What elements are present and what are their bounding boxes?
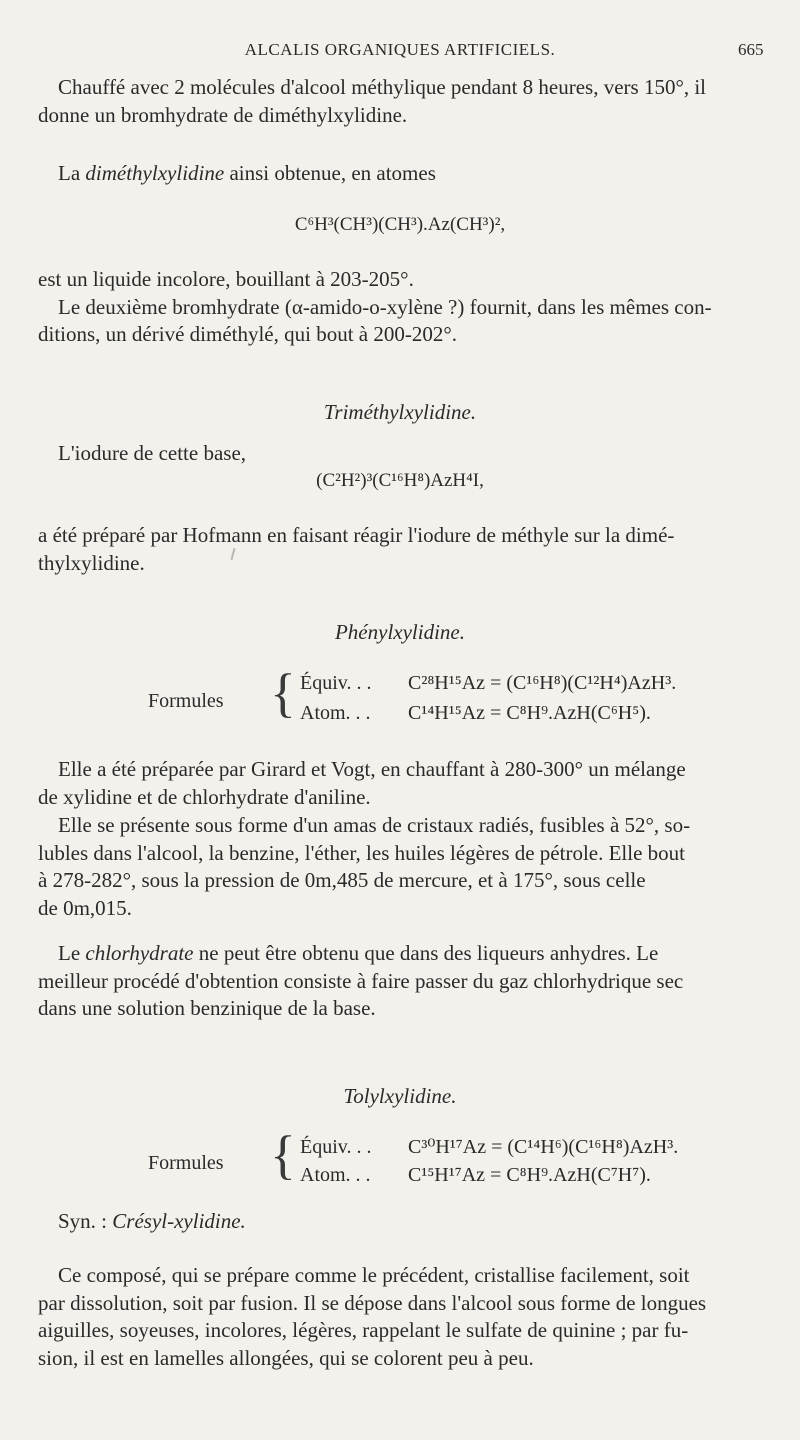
formula-text: C¹⁴H¹⁵Az = C⁸H⁹.AzH(C⁶H⁵). [408, 702, 651, 724]
paragraph-line: Elle a été préparée par Girard et Vogt, en chauffant à 280-300° un mélange [58, 757, 686, 781]
paragraph-9 [38, 1262, 773, 1372]
paragraph-line: de xylidine et de chlorhydrate d'aniline. [38, 784, 371, 809]
paragraph-line: dans une solution benzinique de la base. [38, 996, 376, 1020]
paragraph-5 [38, 522, 773, 577]
paragraph-2 [38, 160, 773, 188]
formula-notation: Atom. . . [300, 1164, 371, 1186]
formula-row-equiv [300, 672, 676, 695]
running-header: ALCALIS ORGANIQUES ARTIFICIELS. [244, 40, 556, 59]
italic-term: diméthylxylidine [85, 161, 225, 185]
synonym-prefix: Syn. : [58, 1209, 113, 1233]
formula-row-equiv [300, 1134, 678, 1159]
paragraph-line: de 0m,015. [38, 895, 132, 920]
paragraph-line: Chauffé avec 2 molécules d'alcool méthylique pendant 8 heures, vers 150°, il [58, 75, 707, 99]
italic-term: Crésyl-xylidine. [112, 1209, 246, 1233]
paragraph-line: à 278-282°, sous la pression de 0m,485 de mercure, et à 175°, sous celle [38, 868, 646, 892]
paragraph-text: Le [58, 941, 86, 965]
formula-dimethylxylidine: C⁶H³(CH³)(CH³).Az(CH³)², [294, 214, 506, 235]
formula-notation: Équiv. . . [300, 672, 372, 694]
paragraph-line: a été préparé par Hofmann en faisant réagir l'iodure de méthyle sur la dimé- [38, 523, 675, 547]
section-heading-trimethylxylidine: Triméthylxylidine. [323, 400, 477, 424]
formulae-label: Formules [148, 690, 224, 712]
formula-text: C³⁰H¹⁷Az = (C¹⁴H⁶)(C¹⁶H⁸)AzH³. [408, 1136, 679, 1158]
paragraph-8 [38, 940, 773, 1023]
paragraph-line: par dissolution, soit par fusion. Il se dépose dans l'alcool sous forme de longues [38, 1290, 707, 1315]
paragraph-7 [38, 812, 773, 922]
formulae-phenylxylidine [38, 663, 778, 736]
paragraph-text: La [58, 161, 86, 185]
section-heading-tolylxylidine: Tolylxylidine. [343, 1084, 457, 1108]
paragraph-line: est un liquide incolore, bouillant à 203-205°. [38, 267, 414, 291]
paragraph-line: donne un bromhydrate de diméthylxylidine. [38, 102, 408, 127]
paragraph-line: Ce composé, qui se prépare comme le précédent, cristallise facilement, soit [58, 1263, 690, 1287]
formula-row-atom [300, 1164, 651, 1187]
formula-notation: Équiv. . . [300, 1136, 372, 1158]
formulae-tolylxylidine [38, 1125, 778, 1198]
paragraph-text: ne peut être obtenu que dans des liqueurs anhydres. Le [193, 941, 659, 965]
formula-notation: Atom. . . [300, 702, 371, 724]
paragraph-4 [38, 440, 773, 468]
page-number: 665 [738, 40, 764, 59]
paragraph-line: sion, il est en lamelles allongées, qui se colorent peu à peu. [38, 1345, 534, 1370]
brace-symbol: { [270, 1125, 296, 1185]
section-heading-phenylxylidine: Phénylxylidine. [334, 620, 466, 644]
paragraph-6 [38, 756, 773, 811]
formula-text: C¹⁵H¹⁷Az = C⁸H⁹.AzH(C⁷H⁷). [408, 1164, 651, 1186]
paragraph-line: Le deuxième bromhydrate (α-amido-o-xylène ?) fournit, dans les mêmes con- [58, 294, 712, 319]
paragraph-line: thylxylidine. [38, 550, 145, 575]
paragraph-line: lubles dans l'alcool, la benzine, l'éther, les huiles légères de pétrole. Elle bout [38, 840, 686, 865]
paragraph-line: L'iodure de cette base, [58, 441, 247, 465]
brace-symbol: { [270, 663, 296, 723]
paragraph-line: aiguilles, soyeuses, incolores, légères, rappelant le sulfate de quinine ; par fu- [38, 1318, 689, 1342]
paragraph-3 [38, 266, 773, 349]
formula-text: C²⁸H¹⁵Az = (C¹⁶H⁸)(C¹²H⁴)AzH³. [408, 672, 677, 694]
synonym-line [38, 1208, 773, 1236]
paragraph-line: Elle se présente sous forme d'un amas de cristaux radiés, fusibles à 52°, so- [58, 813, 691, 837]
paragraph-line: meilleur procédé d'obtention consiste à faire passer du gaz chlorhydrique sec [38, 968, 684, 993]
formula-row-atom [300, 702, 651, 725]
italic-term: chlorhydrate [85, 941, 194, 965]
paragraph-text: ainsi obtenue, en atomes [224, 161, 436, 185]
paragraph-1 [38, 74, 773, 129]
paragraph-line: ditions, un dérivé diméthylé, qui bout à 200-202°. [38, 322, 458, 346]
formulae-label: Formules [148, 1152, 224, 1174]
formula-trimethylxylidine-iodide: (C²H²)³(C¹⁶H⁸)AzH⁴I, [316, 470, 484, 491]
